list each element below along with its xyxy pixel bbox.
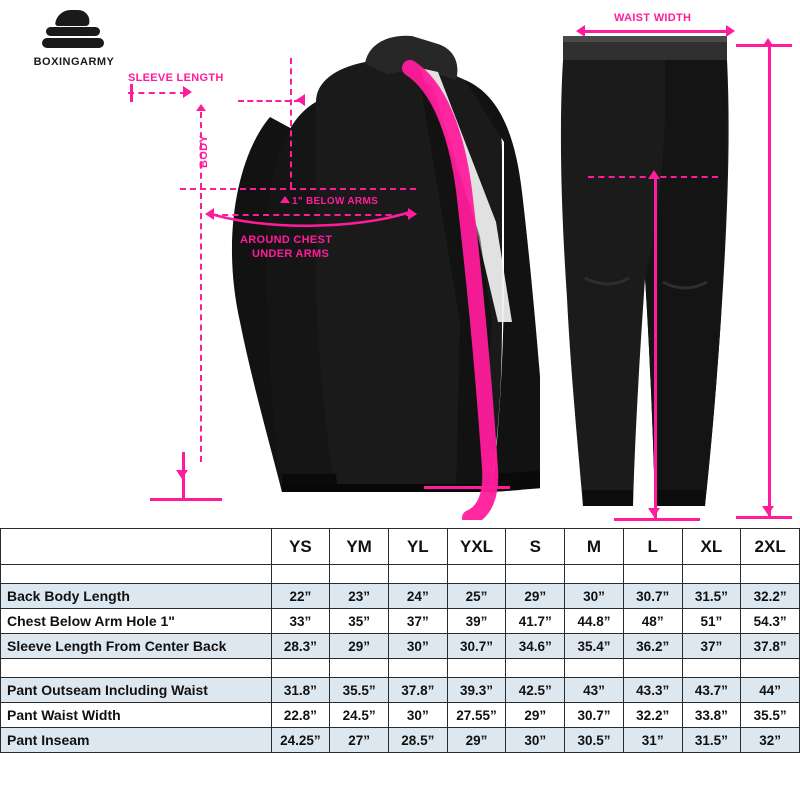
table-spacer-row — [1, 565, 800, 584]
hem-left-arrow — [176, 470, 188, 479]
brand-logo — [14, 8, 134, 78]
cell: 30” — [565, 584, 624, 609]
cell: 31.8” — [271, 678, 330, 703]
row-label: Back Body Length — [1, 584, 272, 609]
header-size-2: YL — [388, 529, 447, 565]
table-row — [1, 728, 800, 753]
table-row — [1, 703, 800, 728]
header-size-7: XL — [682, 529, 741, 565]
inseam-arrow-bottom — [648, 508, 660, 517]
cell: 22.8” — [271, 703, 330, 728]
outseam-arrow-bottom — [762, 506, 774, 515]
cell: 33” — [271, 609, 330, 634]
cell: 43.3” — [623, 678, 682, 703]
annotation-sleeve-length-left: SLEEVE LENGTH — [128, 72, 224, 84]
header-size-5: M — [565, 529, 624, 565]
boxing-glove-logo-icon — [42, 8, 104, 54]
cell: 32.2” — [623, 703, 682, 728]
cell: 48” — [623, 609, 682, 634]
cell: 44” — [741, 678, 800, 703]
hem-base-right — [424, 486, 510, 489]
waist-width-line — [582, 30, 730, 33]
sleeve-length-left-guide — [128, 92, 186, 94]
inseam-hem-guide — [614, 518, 700, 521]
cell: 30.7” — [623, 584, 682, 609]
cell: 44.8” — [565, 609, 624, 634]
cell: 30” — [388, 703, 447, 728]
cell: 35” — [330, 609, 389, 634]
cell: 27” — [330, 728, 389, 753]
cell: 51” — [682, 609, 741, 634]
body-length-arrow-top — [196, 104, 206, 111]
cell: 22” — [271, 584, 330, 609]
spacer-cell — [1, 565, 272, 584]
cell: 24” — [388, 584, 447, 609]
cell: 37.8” — [741, 634, 800, 659]
cell: 37” — [682, 634, 741, 659]
row-label: Sleeve Length From Center Back — [1, 634, 272, 659]
annotation-body: BODY — [198, 135, 210, 168]
cell: 39.3” — [447, 678, 506, 703]
shoulder-guide-arrow — [296, 94, 305, 106]
cell: 35.5” — [741, 703, 800, 728]
sleeve-length-band — [398, 60, 528, 520]
table-row — [1, 678, 800, 703]
cell: 30.5” — [565, 728, 624, 753]
cell: 29” — [506, 703, 565, 728]
cell: 31” — [623, 728, 682, 753]
header-size-3: YXL — [447, 529, 506, 565]
row-label: Chest Below Arm Hole 1" — [1, 609, 272, 634]
hem-right-arrow — [484, 462, 496, 471]
cell: 43” — [565, 678, 624, 703]
row-label: Pant Inseam — [1, 728, 272, 753]
outseam-bottom-guide — [736, 516, 792, 519]
cell: 35.4” — [565, 634, 624, 659]
brand-wordmark: BOXINGARMY — [33, 56, 115, 68]
cell: 31.5” — [682, 584, 741, 609]
outseam-line — [768, 46, 771, 516]
annotation-under-arms: UNDER ARMS — [252, 248, 330, 260]
table-header-row — [1, 529, 800, 565]
cell: 23” — [330, 584, 389, 609]
cell: 29” — [506, 584, 565, 609]
cell: 30.7” — [447, 634, 506, 659]
sleeve-length-left-arrow — [183, 86, 192, 98]
cell: 41.7” — [506, 609, 565, 634]
chest-curve — [205, 200, 420, 230]
row-label: Pant Waist Width — [1, 703, 272, 728]
cell: 31.5” — [682, 728, 741, 753]
sleeve-length-left-tick — [130, 84, 133, 102]
header-size-8: 2XL — [741, 529, 800, 565]
cell: 28.5” — [388, 728, 447, 753]
cell: 24.5” — [330, 703, 389, 728]
cell: 37.8” — [388, 678, 447, 703]
annotation-waist-width: WAIST WIDTH — [614, 12, 692, 24]
table-row — [1, 609, 800, 634]
table-row — [1, 634, 800, 659]
header-size-6: L — [623, 529, 682, 565]
inseam-crotch-guide — [588, 176, 718, 178]
annotation-below-arms: 1" BELOW ARMS — [292, 196, 379, 207]
cell: 29” — [447, 728, 506, 753]
cell: 32.2” — [741, 584, 800, 609]
hem-base-left — [150, 498, 222, 501]
waist-width-arrow-right — [726, 25, 735, 37]
center-back-line — [290, 58, 292, 188]
cell: 29” — [330, 634, 389, 659]
cell: 39” — [447, 609, 506, 634]
header-size-1: YM — [330, 529, 389, 565]
table-spacer-row — [1, 659, 800, 678]
inseam-line — [654, 178, 657, 518]
cell: 30” — [506, 728, 565, 753]
cell: 25” — [447, 584, 506, 609]
cell: 34.6” — [506, 634, 565, 659]
cell: 33.8” — [682, 703, 741, 728]
table-row — [1, 584, 800, 609]
cell: 28.3” — [271, 634, 330, 659]
annotation-around-chest: AROUND CHEST — [240, 234, 333, 246]
outseam-top-guide — [736, 44, 792, 47]
pants-illustration — [545, 28, 745, 518]
cell: 27.55” — [447, 703, 506, 728]
cell: 32” — [741, 728, 800, 753]
cell: 30” — [388, 634, 447, 659]
cell: 54.3” — [741, 609, 800, 634]
size-chart-table — [0, 528, 800, 753]
header-corner — [1, 529, 272, 565]
cell: 35.5” — [330, 678, 389, 703]
waist-width-arrow-left — [576, 25, 585, 37]
header-size-4: S — [506, 529, 565, 565]
cell: 43.7” — [682, 678, 741, 703]
header-size-0: YS — [271, 529, 330, 565]
row-label: Pant Outseam Including Waist — [1, 678, 272, 703]
below-arms-guide — [180, 188, 416, 190]
spacer-cell — [1, 659, 272, 678]
cell: 24.25” — [271, 728, 330, 753]
cell: 42.5” — [506, 678, 565, 703]
cell: 36.2” — [623, 634, 682, 659]
cell: 30.7” — [565, 703, 624, 728]
cell: 37” — [388, 609, 447, 634]
